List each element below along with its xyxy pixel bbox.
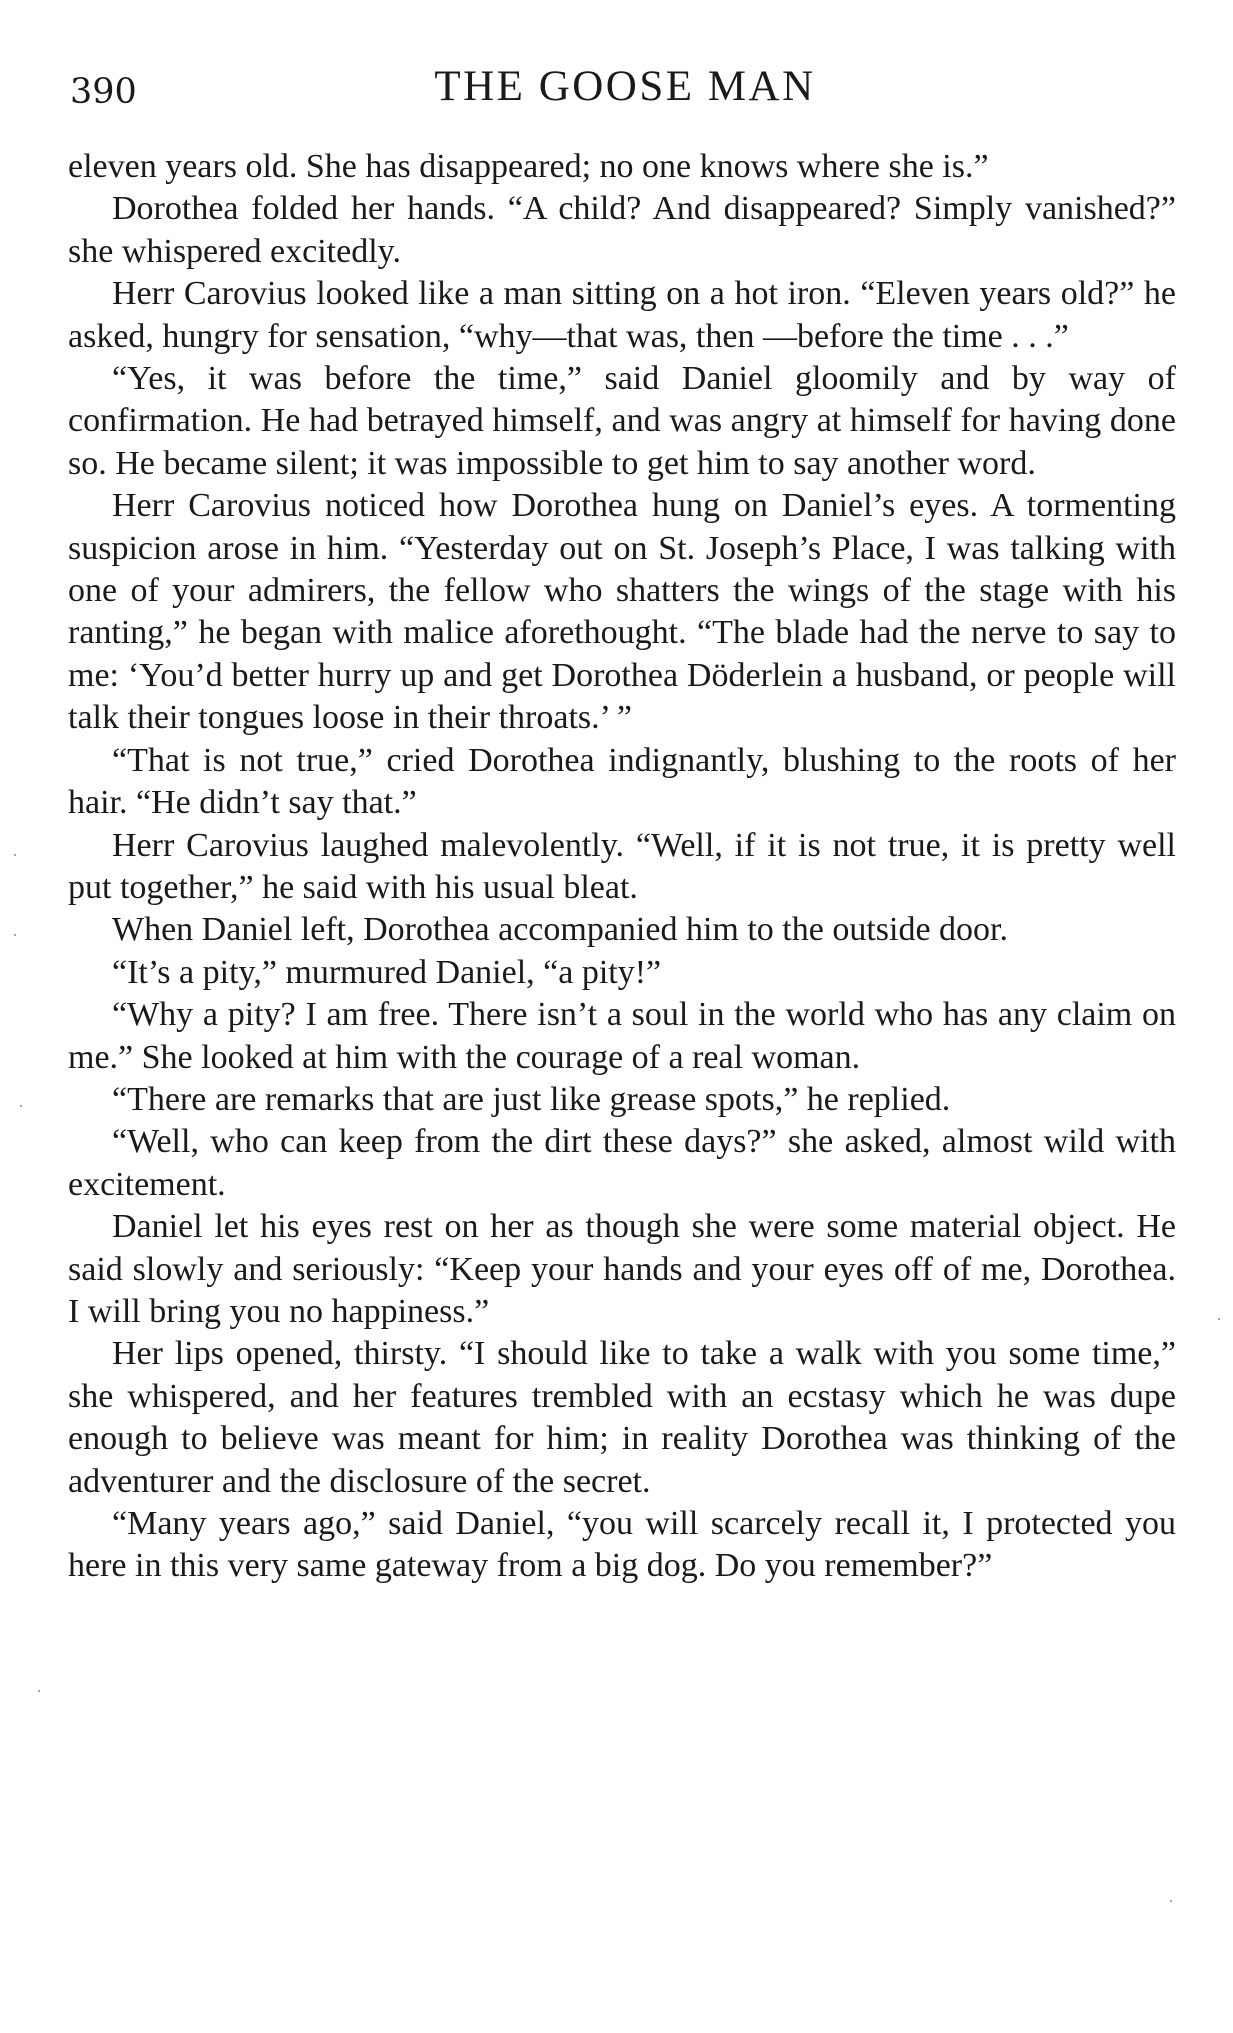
paragraph: “That is not true,” cried Dorothea indignantly, blushing to the roots of her hair. “He didn’t say that.” — [68, 741, 1176, 822]
body-text — [68, 146, 1176, 1588]
paper-speck — [1218, 1318, 1220, 1320]
paragraph: “It’s a pity,” murmured Daniel, “a pity!” — [112, 953, 662, 991]
paragraph: Daniel let his eyes rest on her as though she were some material object. He said slowly and seriously: “Keep your hands and your eyes off of me, Dorothea. I will bring you no happiness.” — [68, 1208, 1176, 1330]
paper-speck — [14, 854, 16, 856]
page-number: 390 — [70, 72, 137, 112]
paragraph: eleven years old. She has disappeared; no one knows where she is.” — [68, 148, 989, 185]
paper-speck — [1170, 1900, 1172, 1902]
paragraph: “Yes, it was before the time,” said Daniel gloomily and by way of confirmation. He had betrayed himself, and was angry at himself for having done so. He became silent; it was impossible to get him to say another word. — [68, 360, 1176, 482]
paragraph: “There are remarks that are just like grease spots,” he replied. — [112, 1080, 951, 1118]
paper-speck — [20, 1105, 22, 1107]
paragraph: Her lips opened, thirsty. “I should like to take a walk with you some time,” she whispered, and her features trembled with an ecstasy which he was dupe enough to believe was meant for him; in reality Dorothea was thinking of the adventurer and the disclosure of the secret. — [68, 1335, 1176, 1500]
running-head — [70, 62, 1180, 122]
paper-speck — [14, 934, 16, 936]
paragraph: “Why a pity? I am free. There isn’t a soul in the world who has any claim on me.” She looked at him with the courage of a real woman. — [68, 996, 1176, 1076]
paper-speck — [38, 1690, 40, 1692]
paragraph: Dorothea folded her hands. “A child? And disappeared? Simply vanished?” she whispered excitedly. — [68, 190, 1176, 270]
paragraph: “Many years ago,” said Daniel, “you will scarcely recall it, I protected you here in this very same gateway from a big dog. Do you remember?” — [68, 1505, 1176, 1585]
paragraph: Herr Carovius looked like a man sitting on a hot iron. “Eleven years old?” he asked, hungry for sensation, “why—that was, then —before the time . . .” — [68, 275, 1176, 355]
paragraph: “Well, who can keep from the dirt these days?” she asked, almost wild with excitement. — [68, 1123, 1176, 1203]
book-title: THE GOOSE MAN — [434, 63, 816, 110]
paragraph: Herr Carovius laughed malevolently. “Well, if it is not true, it is pretty well put together,” he said with his usual bleat. — [68, 826, 1176, 906]
paragraph: Herr Carovius noticed how Dorothea hung on Daniel’s eyes. A tormenting suspicion arose in him. “Yesterday out on St. Joseph’s Place, I was talking with one of your admirers, the fellow who shatters the wings of the stage with his ranting,” he began with malice aforethought. “The blade had the nerve to say to me: ‘You’d better hurry up and get Dorothea Döderlein a husband, or people will talk their tongues loose in their throats.’ ” — [68, 487, 1176, 737]
paragraph: When Daniel left, Dorothea accompanied him to the outside door. — [112, 911, 1009, 949]
